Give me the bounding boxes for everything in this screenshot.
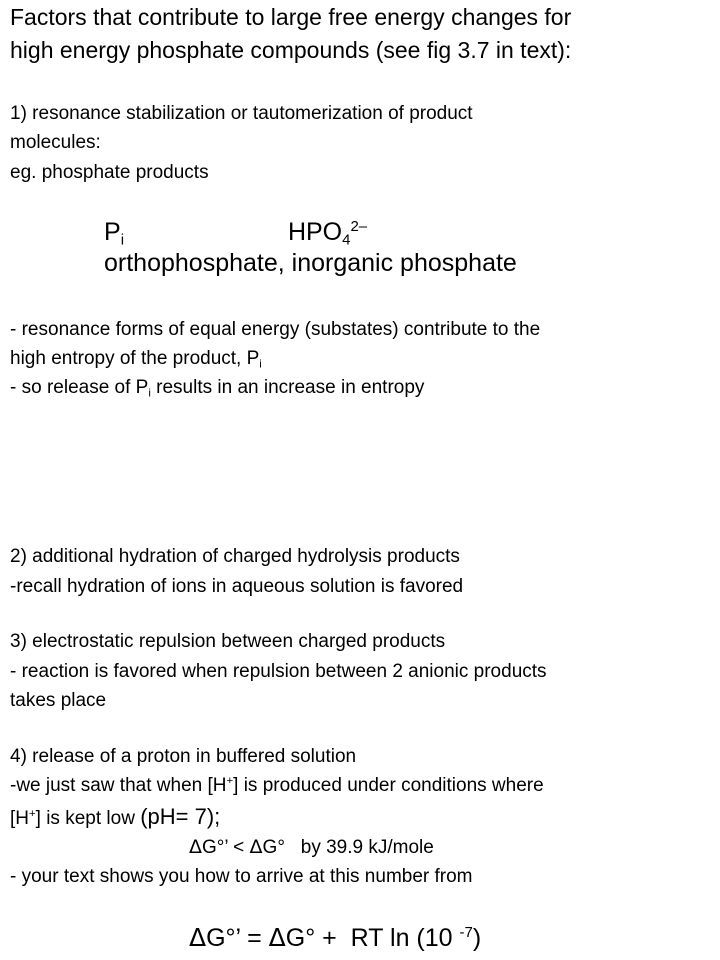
factor-4-heading: 4) release of a proton in buffered solution: [10, 746, 357, 767]
delta-g-comparison: ΔG°’ < ΔG° by 39.9 kJ/mole: [189, 836, 434, 858]
page-title-line-1: Factors that contribute to large free energy changes for: [10, 4, 572, 30]
factor-2-heading: 2) additional hydration of charged hydrolysis products: [10, 546, 460, 567]
orthophosphate-label: orthophosphate, inorganic phosphate: [104, 249, 517, 277]
hpo4-symbol: $HPO4^{2-}$: [287, 218, 368, 249]
factor-4-detail: -we just saw that when [H+] is produced under conditions where: [10, 775, 544, 796]
factor-3-heading: 3) electrostatic repulsion between charged products: [10, 631, 446, 652]
phosphate-symbol-line: [104, 219, 367, 248]
resonance-line-2: high entropy of the product, Pi: [10, 348, 262, 371]
pi-symbol: Pi: [104, 218, 125, 249]
factor-1-example: eg. phosphate products: [10, 162, 209, 183]
factor-3-detail: - reaction is favored when repulsion between 2 anionic products: [10, 661, 547, 682]
factor-2-detail: -recall hydration of ions in aqueous solution is favored: [10, 576, 464, 597]
factor-4-detail-cont: [H+] is kept low (pH= 7);: [10, 804, 221, 829]
page-title-line-2: high energy phosphate compounds (see fig 3.7 in text):: [10, 37, 572, 63]
text-shows-line: - your text shows you how to arrive at this number from: [10, 866, 473, 887]
factor-3-detail-cont: takes place: [10, 690, 107, 711]
resonance-line-1: - resonance forms of equal energy (substates) contribute to the: [10, 319, 541, 340]
factor-1-heading: 1) resonance stabilization or tautomerization of product: [10, 103, 473, 124]
factor-1-heading-cont: molecules:: [10, 132, 101, 153]
resonance-line-3: - so release of Pi results in an increase in entropy: [10, 377, 425, 400]
delta-g-equation: ΔG°’ = ΔG° + RT ln (10 $^{-7}$): [189, 923, 482, 952]
